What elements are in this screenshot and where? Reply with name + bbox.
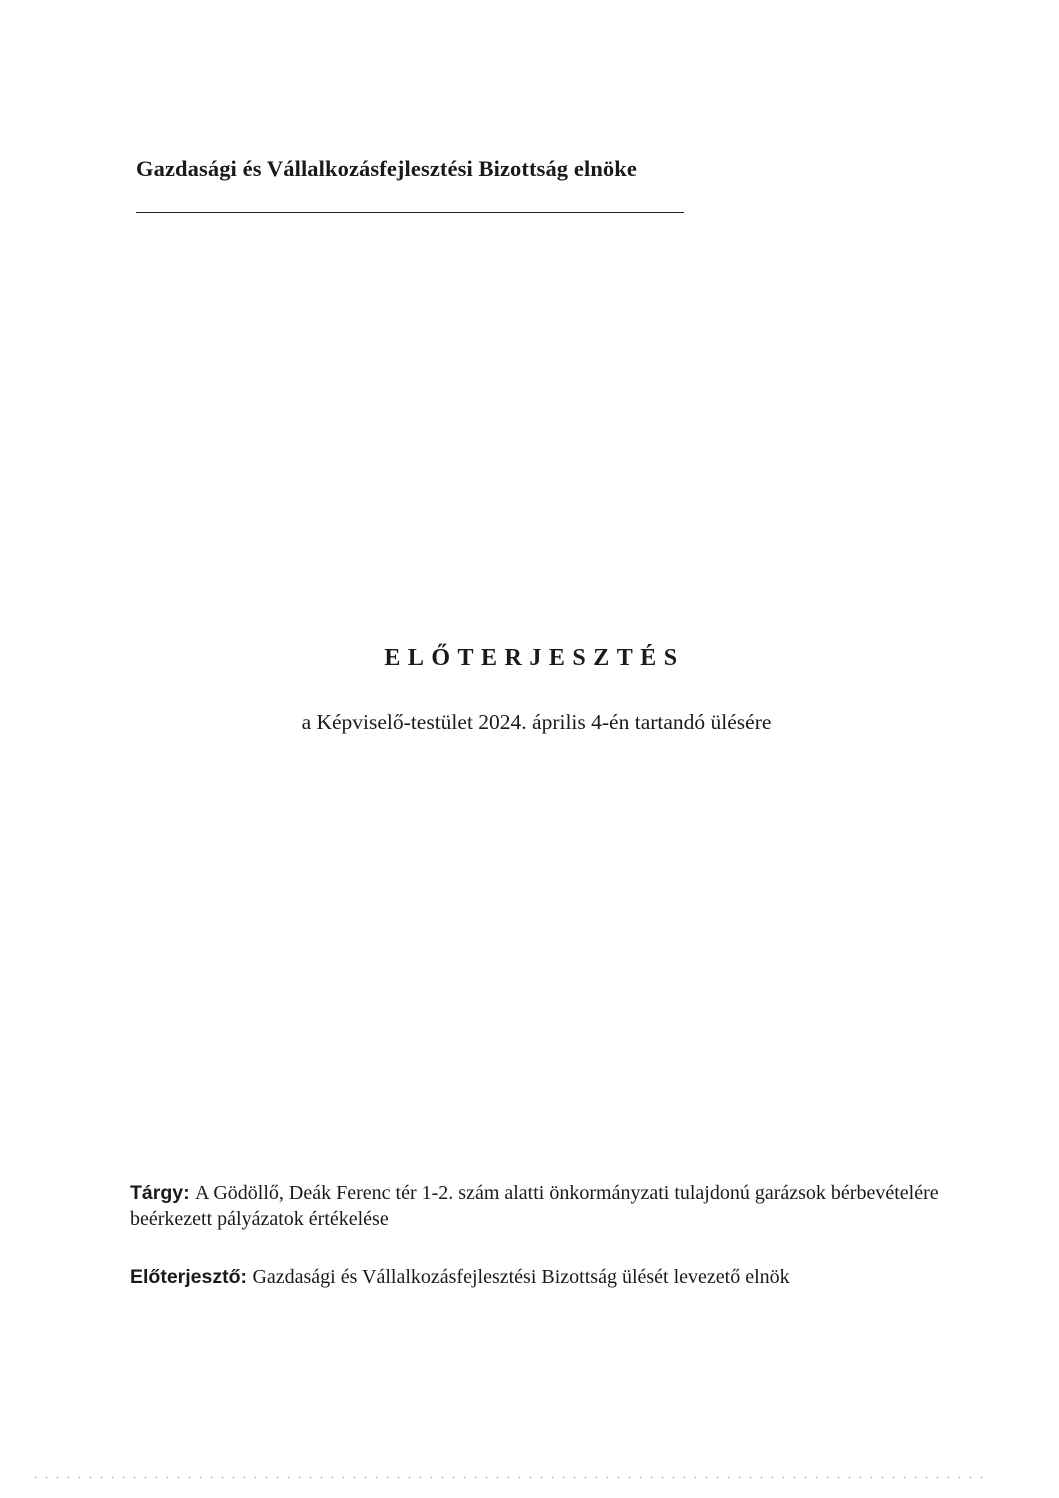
committee-header: Gazdasági és Vállalkozásfejlesztési Bizottság elnöke bbox=[136, 156, 637, 181]
presenter-text: Gazdasági és Vállalkozásfejlesztési Bizottság ülését levezető elnök bbox=[252, 1266, 790, 1288]
header-underline bbox=[136, 212, 684, 213]
document-subtitle: a Képviselő-testület 2024. április 4-én tartandó ülésére bbox=[301, 710, 772, 734]
presenter-label: Előterjesztő: bbox=[130, 1266, 253, 1288]
document-title: ELŐTERJESZTÉS bbox=[384, 645, 685, 671]
scan-artifact-dots bbox=[30, 1476, 990, 1479]
presenter-section bbox=[130, 1264, 950, 1290]
subject-label: Tárgy: bbox=[130, 1182, 196, 1204]
subject-text: A Gödöllő, Deák Ferenc tér 1-2. szám alatti önkormányzati tulajdonú garázsok bérbevételére beérkezett pályázatok értékelése bbox=[130, 1182, 939, 1230]
subject-section bbox=[130, 1180, 950, 1232]
